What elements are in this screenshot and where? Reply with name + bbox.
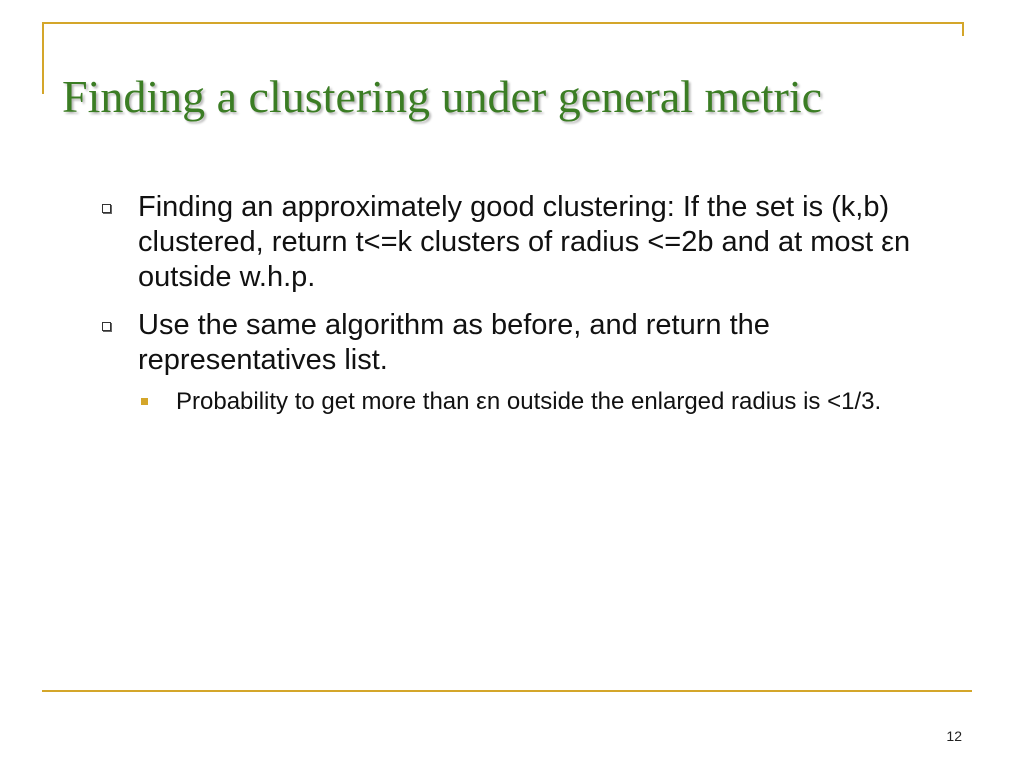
filled-square-bullet-icon (141, 398, 148, 405)
bullet-item-1 (100, 190, 970, 295)
sub-bullet-item-1 (138, 387, 970, 417)
slide-title: Finding a clustering under general metric (62, 71, 823, 122)
hollow-square-bullet-icon (102, 322, 111, 331)
bullet-item-2 (100, 308, 970, 378)
top-frame-line (42, 22, 964, 24)
slide-body (100, 190, 970, 417)
footer-rule-line (42, 690, 972, 692)
bullet-text-2: Use the same algorithm as before, and return the representatives list. (138, 309, 770, 376)
right-frame-tick (962, 22, 964, 36)
hollow-square-bullet-icon (102, 204, 111, 213)
page-number: 12 (946, 728, 962, 744)
left-frame-line (42, 22, 44, 94)
bullet-text-1: Finding an approximately good clustering: If the set is (k,b) clustered, return t<=k clusters of radius <=2b and at most εn outside w.h.p. (138, 191, 911, 293)
sub-bullet-text-1: Probability to get more than εn outside the enlarged radius is <1/3. (176, 388, 882, 415)
